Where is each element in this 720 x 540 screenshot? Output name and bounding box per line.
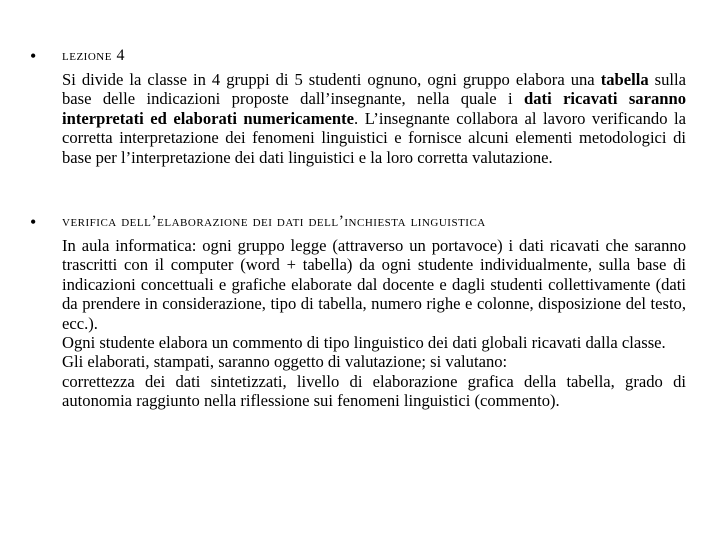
heading-number: 4 [116, 47, 125, 64]
text-run: Si divide la classe in 4 gruppi di 5 studenti ognuno, ogni gruppo elabora una [62, 70, 601, 89]
body-paragraph: In aula informatica: ogni gruppo legge (attraverso un portavoce) i dati ricavati che saranno trascritti con il computer (word + tabella) da ogni studente individualmente, sulla base di indicazioni concettuali e grafiche elaborate dal docente e dagli studenti collettivamente (dati da prendere in considerazione, tipo di tabella, numero righe e colonne, disposizione del testo, ecc.). [62, 236, 686, 333]
body-paragraph [62, 70, 686, 167]
bullet-icon: • [30, 212, 37, 232]
heading-label: lezione [62, 47, 112, 64]
bold-text-run: tabella [600, 70, 649, 89]
section-lezione-4 [30, 44, 686, 167]
section-body [62, 236, 686, 411]
text-run: . L’insegnante collabora al lavoro verificando la corretta interpretazione dei fenomeni linguistici e fornisce alcuni elementi metodologici di base per l’interpretazione dei dati linguistici e la loro corretta valutazione. [62, 108, 686, 167]
heading-row [30, 44, 686, 70]
body-paragraph: correttezza dei dati sintetizzati, livello di elaborazione grafica della tabella, grado di autonomia raggiunto nella riflessione sui fenomeni linguistici (commento). [62, 371, 686, 411]
body-paragraph: Gli elaborati, stampati, saranno oggetto di valutazione; si valutano: [62, 352, 508, 372]
body-paragraph: Ogni studente elabora un commento di tipo linguistico dei dati globali ricavati dalla classe. [62, 333, 666, 353]
bullet-icon: • [30, 46, 37, 66]
section-verifica [30, 210, 686, 411]
heading-row [30, 210, 686, 236]
section-heading [62, 44, 125, 68]
bold-text-run: dati ricavati saranno interpretati ed elaborati numericamente [62, 89, 686, 128]
text-run: sulla base delle indicazioni proposte dall’insegnante, nella quale i [62, 70, 686, 109]
section-body [62, 70, 686, 167]
section-heading: verifica dell’elaborazione dei dati dell’inchiesta linguistica [62, 213, 486, 230]
